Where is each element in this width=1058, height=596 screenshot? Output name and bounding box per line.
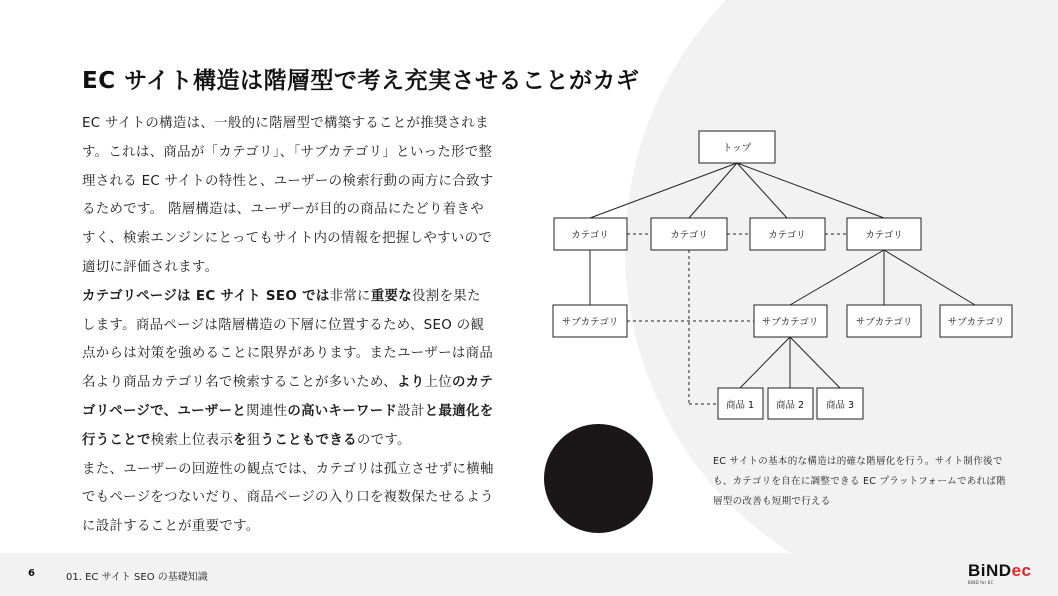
category-node-label: カテゴリ bbox=[571, 230, 609, 241]
body-text-span: 上位 bbox=[424, 375, 452, 391]
emphasis-text: うこともできる bbox=[260, 432, 357, 448]
slide-title: EC サイト構造は階層型で考え充実させることがカギ bbox=[82, 68, 640, 94]
product-node bbox=[768, 388, 813, 419]
body-paragraph-1: EC サイトの構造は、一般的に階層型で構築することが推奨されます。これは、商品が「カテゴリ」、「サブカテゴリ」といった形で整理される EC サイトの特性と、ユーザーの検索行動の両方に合致するためです。 階層構造は、ユーザーが目的の商品にたどり着きやすく、検索エンジンにとってもサイト内の情報を把握しやすいので適切に評価されます。 bbox=[82, 116, 494, 275]
emphasis-text: のカテゴリページで、ユーザーと bbox=[82, 375, 494, 419]
category-node bbox=[554, 218, 627, 250]
product-node-label: 商品 1 bbox=[725, 400, 755, 411]
subcategory-node-label: サブカテゴリ bbox=[855, 317, 913, 328]
subcategory-node bbox=[847, 305, 921, 337]
connector-lines bbox=[590, 163, 975, 404]
body-text-span: のです。 bbox=[356, 432, 411, 448]
body-paragraph-3: また、ユーザーの回遊性の観点では、カテゴリは孤立させずに横軸でもページをつないだり、商品ページの入り口を複数保たせるように設計することが重要です。 bbox=[82, 461, 494, 535]
body-text-span: 役割を果たします。商品ページは階層構造の下層に位置するため、SEO の観点からは対策を強めることに限界があります。またユーザーは商品名より商品カテゴリ名で検索することが多いため、 bbox=[82, 288, 494, 391]
black-circle-graphic bbox=[544, 424, 653, 533]
logo-accent-text: ec bbox=[1011, 561, 1032, 580]
page-number: 6 bbox=[28, 568, 35, 579]
product-node-label: 商品 3 bbox=[825, 400, 855, 411]
diagram-caption: EC サイトの基本的な構造は的確な階層化を行う。サイト制作後でも、カテゴリを自在に調整できる EC プラットフォームであれば階層型の改善も短期で行える bbox=[713, 456, 1006, 507]
product-node-label: 商品 2 bbox=[775, 400, 805, 411]
category-node-label: カテゴリ bbox=[865, 230, 903, 241]
category-node bbox=[651, 218, 727, 250]
category-node bbox=[750, 218, 825, 250]
subcategory-node bbox=[754, 305, 827, 337]
logo-text: BiND bbox=[968, 561, 1012, 580]
emphasis-text: と最適化を行うことで bbox=[82, 403, 494, 448]
top-node-label: トップ bbox=[722, 143, 752, 154]
subcategory-node bbox=[553, 305, 627, 337]
body-text-span: 非常に bbox=[329, 288, 371, 304]
body-text-span: 狙 bbox=[246, 432, 261, 448]
category-node bbox=[847, 218, 921, 250]
category-node-label: カテゴリ bbox=[670, 230, 708, 241]
body-text-span: 検索上位表示 bbox=[150, 432, 234, 448]
emphasis-text: より bbox=[396, 375, 425, 391]
subcategory-node bbox=[940, 305, 1012, 337]
category-node-label: カテゴリ bbox=[768, 230, 806, 241]
emphasis-text: カテゴリページは EC サイト SEO では bbox=[82, 288, 330, 304]
logo-subtext: BiND for EC bbox=[968, 580, 994, 585]
section-label: 01. EC サイト SEO の基礎知識 bbox=[66, 572, 208, 583]
subcategory-node-label: サブカテゴリ bbox=[947, 317, 1005, 328]
body-text-span: 関連性 bbox=[246, 403, 288, 419]
top-node bbox=[699, 131, 775, 163]
emphasis-text: の高いキーワード bbox=[287, 403, 398, 419]
subcategory-node-label: サブカテゴリ bbox=[561, 317, 619, 328]
product-node bbox=[718, 388, 763, 419]
subcategory-node-label: サブカテゴリ bbox=[761, 317, 819, 328]
body-text-span: 設計 bbox=[397, 403, 425, 419]
emphasis-text: 重要な bbox=[370, 288, 413, 304]
product-node bbox=[817, 388, 863, 419]
emphasis-text: を bbox=[233, 432, 247, 448]
bind-ec-logo bbox=[968, 562, 1048, 592]
